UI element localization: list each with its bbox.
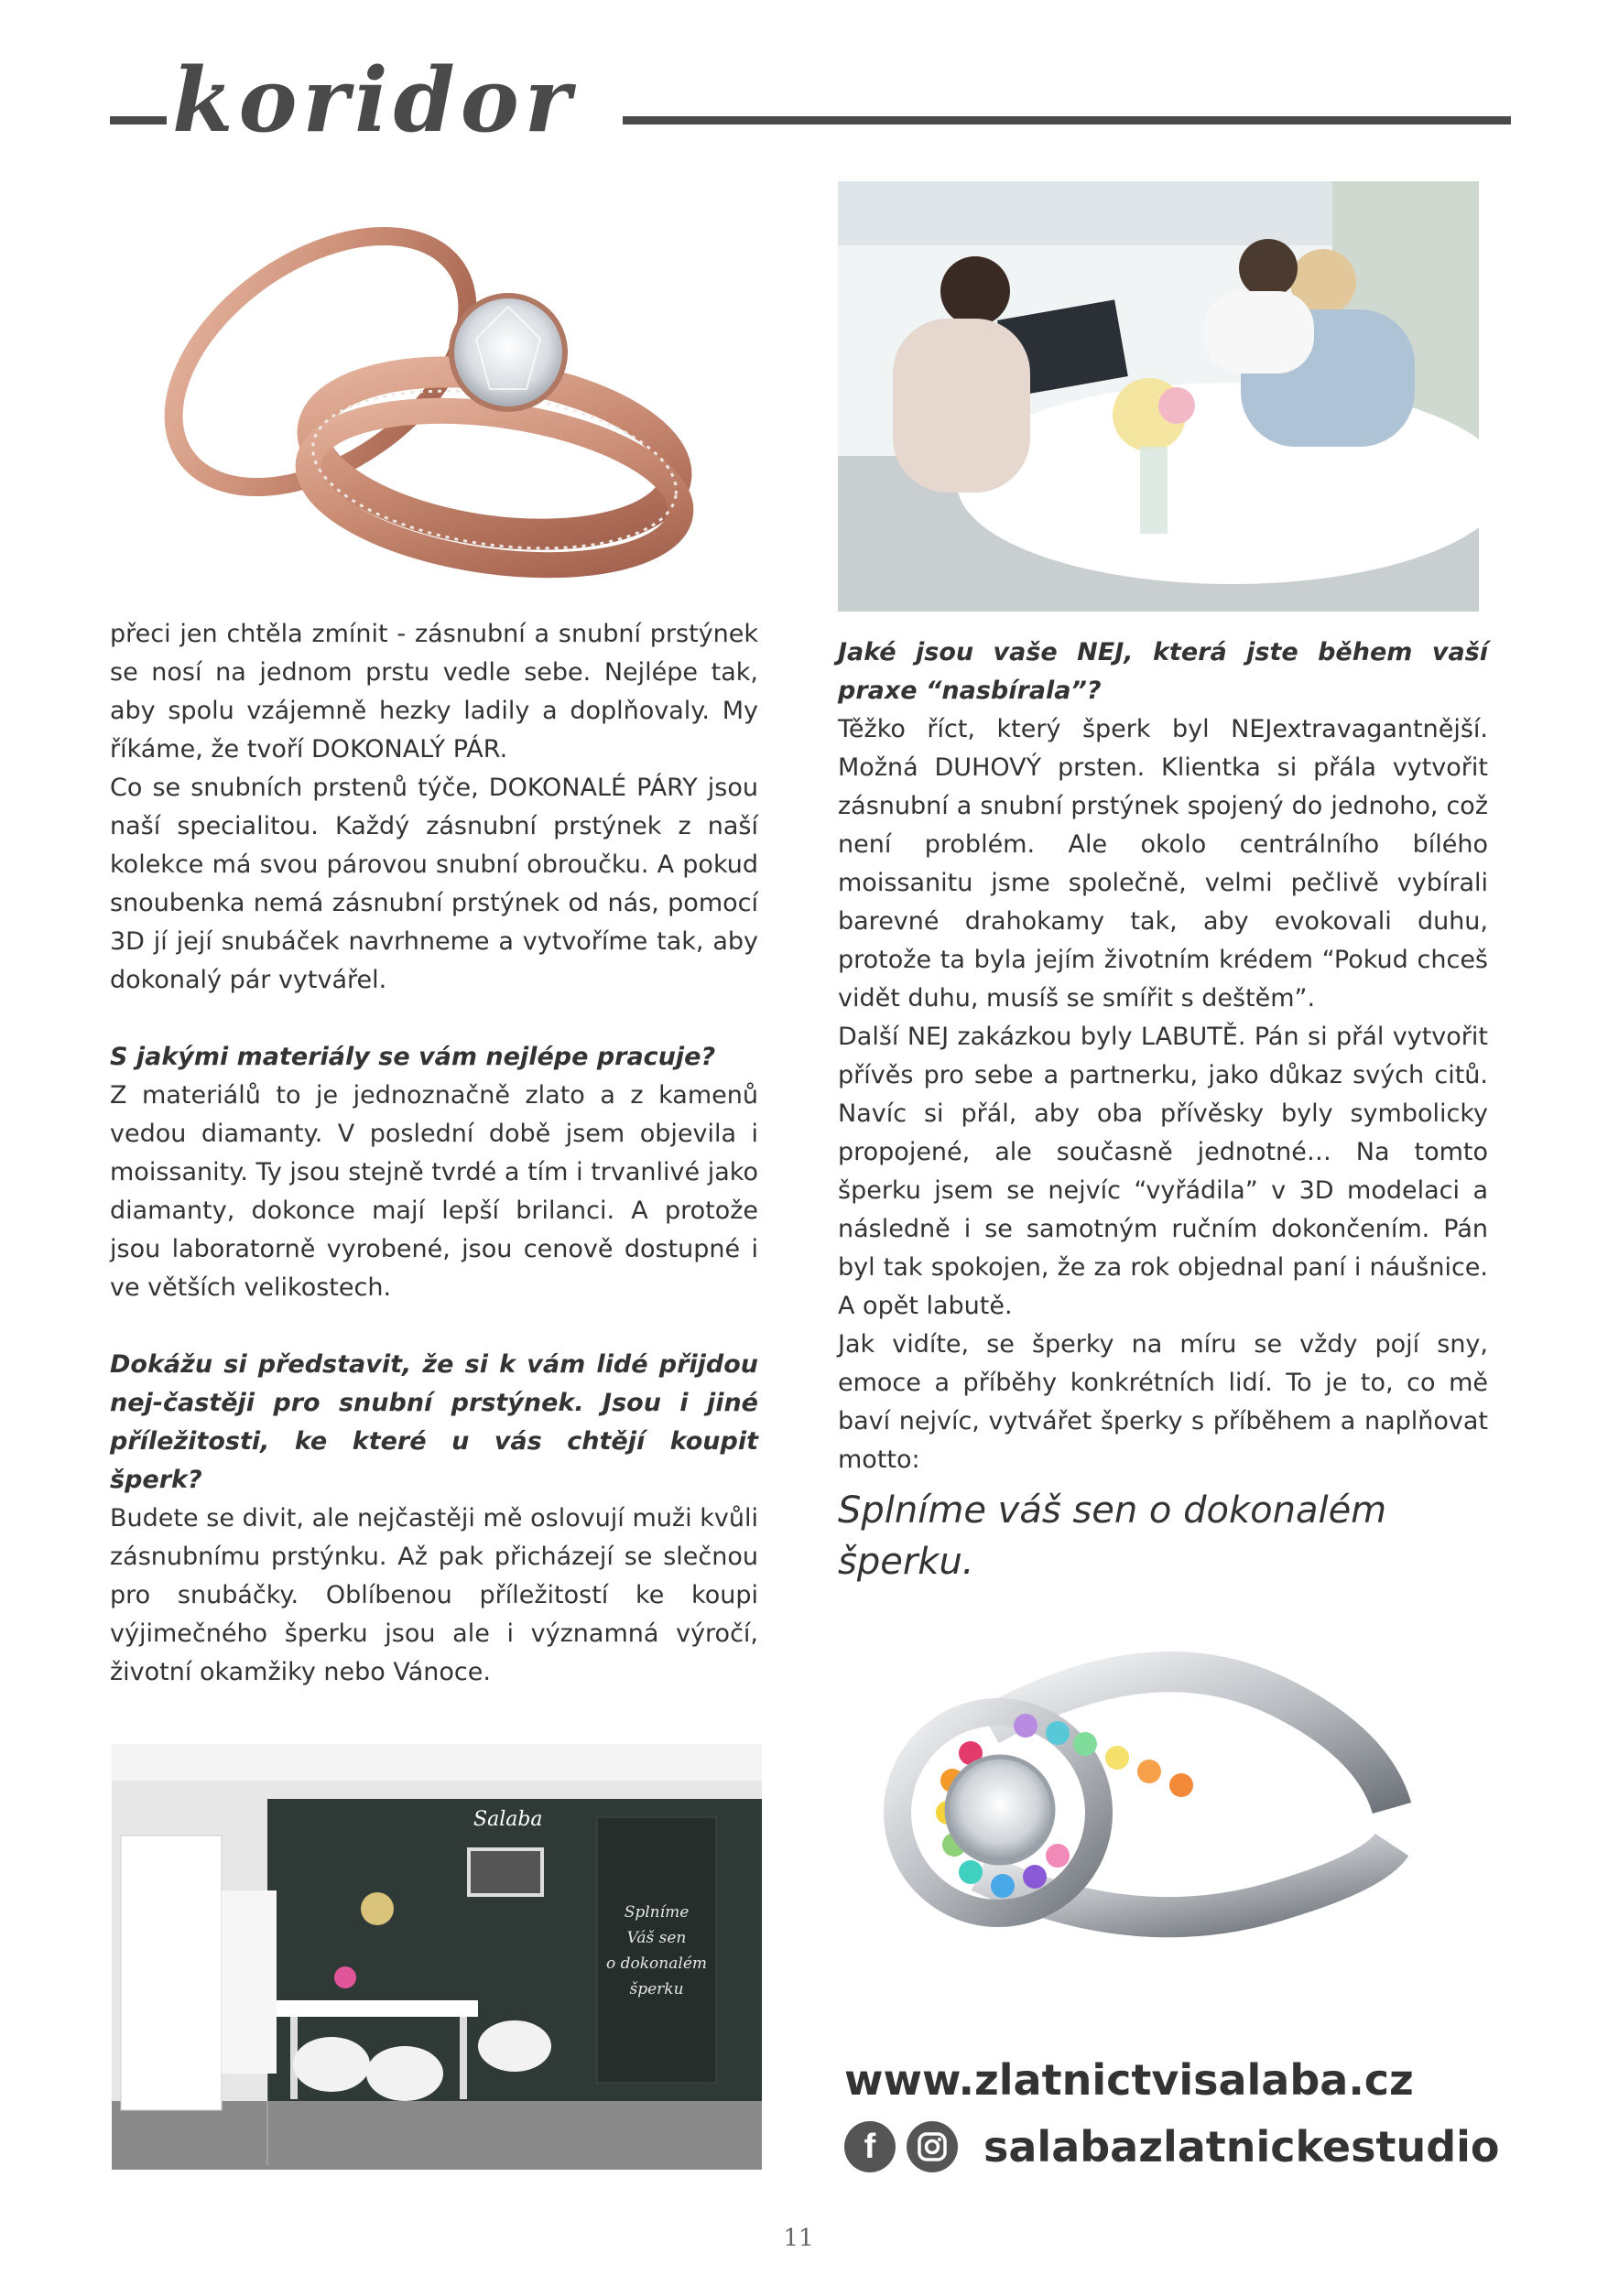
rainbow-ring-photo	[806, 1597, 1506, 2037]
motto: Splníme váš sen o dokonalém šperku.	[838, 1489, 1387, 1583]
paragraph: Jak vidíte, se šperky na míru se vždy pojí sny, emoce a příběhy konkrétních lidí. To je to, co mě baví nejvíc, vytvářet šperky s příběhem a naplňovat motto:	[838, 1330, 1488, 1474]
social-links	[844, 2115, 1500, 2179]
paragraph: Těžko říct, který šperk byl NEJextravagantnější. Možná DUHOVÝ prsten. Klientka si přála vytvořit zásnubní a snubní prstýnek spojený do jednoho, což není problém. Ale okolo centrálního bílého moissanitu jsme společně, velmi pečlivě vybírali barevné drahokamy tak, aby evokovali duhu, protože ta byla jejím životním krédem “Pokud chceš vidět duhu, musíš se smířit s deštěm”.	[838, 715, 1488, 1013]
rose-gold-ring-photo	[64, 179, 788, 595]
facebook-icon[interactable]: f	[844, 2121, 896, 2172]
website-link[interactable]: www.zlatnictvisalaba.cz	[844, 2055, 1414, 2105]
left-column-text	[110, 615, 758, 1692]
paragraph: přeci jen chtěla zmínit - zásnubní a snubní prstýnek se nosí na jednom prstu vedle sebe. Nejlépe tak, aby spolu vzájemně hezky ladily a doplňovaly. My říkáme, že tvoří DOKONALÝ PÁR.	[110, 620, 758, 764]
paragraph: Co se snubních prstenů týče, DOKONALÉ PÁRY jsou naší specialitou. Každý zásnubní prstýnek z naší kolekce má svou párovou snubní obroučku. A pokud snoubenka nemá zásnubní prstýnek od nás, pomocí 3D jí její snubáček navrhneme a vytvoříme tak, aby dokonalý pár vytvářel.	[110, 774, 758, 994]
masthead-rule-left	[110, 116, 174, 125]
question-heading: Jaké jsou vaše NEJ, která jste během vaší praxe “nasbírala”?	[838, 638, 1488, 705]
right-column-text	[838, 634, 1488, 1587]
showroom-poster-text: Splníme Váš sen o dokonalém šperku	[606, 1903, 707, 1998]
question-heading: Dokážu si představit, že si k vám lidé přijdou nej-častěji pro snubní prstýnek. Jsou i jiné příležitosti, ke které u vás chtějí koupit šperk?	[110, 1350, 758, 1494]
social-handle[interactable]: salabazlatnickestudio	[983, 2122, 1500, 2171]
masthead	[110, 50, 1511, 151]
paragraph: Další NEJ zakázkou byly LABUTĚ. Pán si přál vytvořit přívěs pro sebe a partnerku, jako důkaz svých citů. Navíc si přál, aby oba přívěsky byly symbolicky propojené, ale současně jednotné… Na tomto šperku jsem se nejvíc “vyřádila” v 3D modelaci a následně i se samotným ručním dokončením. Pán byl tak spokojen, že za rok objednal paní i náušnice. A opět labutě.	[838, 1023, 1488, 1320]
instagram-icon[interactable]	[907, 2121, 958, 2172]
paragraph: Z materiálů to je jednoznačně zlato a z kamenů vedou diamanty. V poslední době jsem objevila i moissanity. Ty jsou stejně tvrdé a tím i trvanlivé jako diamanty, dokonce mají lepší brilanci. A protože jsou laboratorně vyrobené, jsou cenově dostupné i ve větších velikostech.	[110, 1081, 758, 1302]
showroom-photo	[112, 1744, 762, 2170]
question-heading: S jakými materiály se vám nejlépe pracuje?	[110, 1043, 716, 1071]
masthead-logo: koridor	[167, 50, 589, 151]
masthead-rule-right	[623, 116, 1511, 125]
consultation-photo	[838, 181, 1479, 612]
paragraph: Budete se divit, ale nejčastěji mě oslovují muži kvůli zásnubnímu prstýnku. Až pak přicházejí se slečnou pro snubáčky. Oblíbenou příležitostí ke koupi výjimečného šperku jsou ale i významná výročí, životní okamžiky nebo Vánoce.	[110, 1504, 758, 1686]
showroom-brand-sign: Salaba	[473, 1808, 543, 1831]
page-number: 11	[783, 2225, 814, 2252]
